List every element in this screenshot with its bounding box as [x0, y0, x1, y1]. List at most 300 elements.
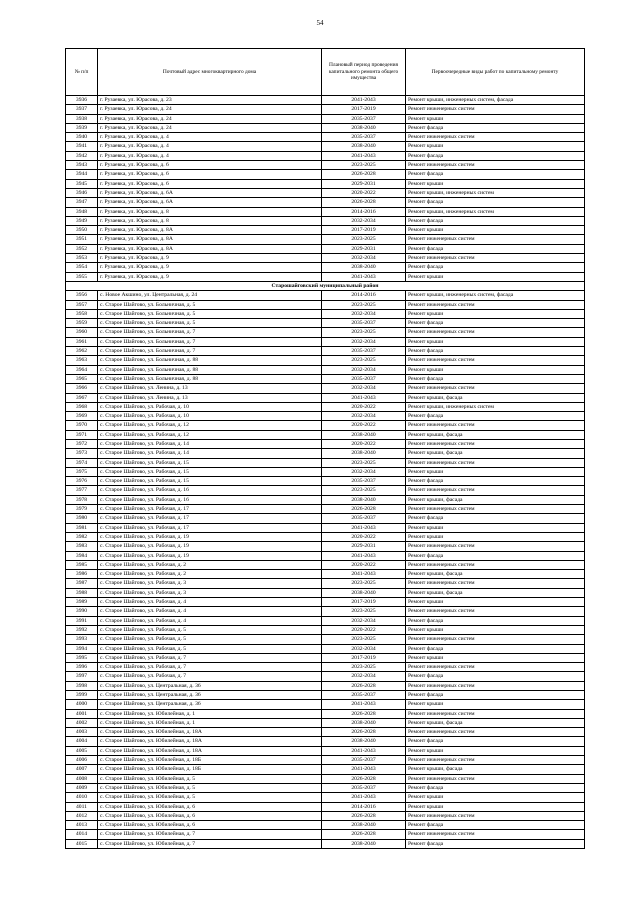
row-work-types: Ремонт инженерных систем: [406, 458, 585, 467]
row-number: 4004: [66, 737, 98, 746]
row-work-types: Ремонт фасада: [406, 514, 585, 523]
row-work-types: Ремонт инженерных систем: [406, 579, 585, 588]
row-number: 3946: [66, 188, 98, 197]
row-number: 3981: [66, 523, 98, 532]
row-number: 3964: [66, 365, 98, 374]
row-address: г. Рузаевка, ул. Юрасова, д. 9: [98, 254, 322, 263]
row-number: 4009: [66, 783, 98, 792]
row-number: 3944: [66, 170, 98, 179]
row-work-types: Ремонт крыши: [406, 523, 585, 532]
row-work-types: Ремонт инженерных систем: [406, 607, 585, 616]
row-number: 3941: [66, 142, 98, 151]
row-number: 4003: [66, 728, 98, 737]
row-work-types: Ремонт фасада: [406, 319, 585, 328]
row-work-types: Ремонт крыши: [406, 226, 585, 235]
row-address: с. Старое Шайгово, ул. Рабочая, д. 15: [98, 458, 322, 467]
table-row: [66, 114, 585, 123]
row-address: с. Старое Шайгово, ул. Рабочая, д. 12: [98, 421, 322, 430]
row-address: с. Старое Шайгово, ул. Юбилейная, д. 6: [98, 802, 322, 811]
row-address: г. Рузаевка, ул. Юрасова, д. 6А: [98, 188, 322, 197]
row-period: 2014-2016: [322, 802, 406, 811]
row-address: с. Старое Шайгово, ул. Рабочая, д. 5: [98, 635, 322, 644]
row-period: 2023-2025: [322, 663, 406, 672]
row-work-types: Ремонт инженерных систем: [406, 505, 585, 514]
row-address: г. Рузаевка, ул. Юрасова, д. 24: [98, 123, 322, 132]
row-number: 3991: [66, 616, 98, 625]
row-address: г. Рузаевка, ул. Юрасова, д. 6: [98, 161, 322, 170]
row-work-types: Ремонт фасада: [406, 198, 585, 207]
table-row: [66, 653, 585, 662]
row-work-types: Ремонт фасада: [406, 374, 585, 383]
capital-repair-table: [65, 48, 585, 849]
row-number: 3979: [66, 505, 98, 514]
row-address: г. Рузаевка, ул. Юрасова, д. 8А: [98, 226, 322, 235]
row-number: 4015: [66, 839, 98, 848]
row-address: г. Рузаевка, ул. Юрасова, д. 23: [98, 96, 322, 105]
row-work-types: Ремонт инженерных систем: [406, 235, 585, 244]
row-work-types: Ремонт крыши: [406, 179, 585, 188]
row-period: 2038-2040: [322, 430, 406, 439]
row-period: 2041-2043: [322, 151, 406, 160]
row-address: с. Старое Шайгово, ул. Юбилейная, д. 1: [98, 718, 322, 727]
row-period: 2026-2028: [322, 811, 406, 820]
row-number: 3992: [66, 625, 98, 634]
row-work-types: Ремонт крыши, инженерных систем: [406, 188, 585, 197]
row-number: 4012: [66, 811, 98, 820]
row-period: 2026-2028: [322, 709, 406, 718]
row-address: с. Старое Шайгово, ул. Рабочая, д. 19: [98, 551, 322, 560]
row-period: 2020-2022: [322, 188, 406, 197]
table-row: [66, 523, 585, 532]
table-row: [66, 700, 585, 709]
row-work-types: Ремонт фасада: [406, 216, 585, 225]
row-period: 2035-2037: [322, 114, 406, 123]
row-number: 3995: [66, 653, 98, 662]
row-address: с. Старое Шайгово, ул. Юбилейная, д. 6: [98, 821, 322, 830]
row-work-types: Ремонт фасада: [406, 412, 585, 421]
row-address: с. Старое Шайгово, ул. Рабочая, д. 2: [98, 570, 322, 579]
row-address: с. Новое Акшино, ул. Центральная, д. 24: [98, 291, 322, 300]
row-work-types: Ремонт инженерных систем: [406, 681, 585, 690]
row-work-types: Ремонт крыши: [406, 142, 585, 151]
row-period: 2038-2040: [322, 839, 406, 848]
row-number: 3940: [66, 133, 98, 142]
row-address: с. Старое Шайгово, ул. Рабочая, д. 5: [98, 625, 322, 634]
row-period: 2038-2040: [322, 142, 406, 151]
row-address: с. Старое Шайгово, ул. Рабочая, д. 19: [98, 542, 322, 551]
table-row: [66, 412, 585, 421]
row-work-types: Ремонт крыши: [406, 793, 585, 802]
row-period: 2023-2025: [322, 235, 406, 244]
row-period: 2038-2040: [322, 718, 406, 727]
row-number: 4014: [66, 830, 98, 839]
table-row: [66, 337, 585, 346]
row-period: 2023-2025: [322, 328, 406, 337]
row-period: 2035-2037: [322, 691, 406, 700]
row-number: 4002: [66, 718, 98, 727]
table-row: [66, 830, 585, 839]
row-address: г. Рузаевка, ул. Юрасова, д. 8А: [98, 235, 322, 244]
row-period: 2035-2037: [322, 514, 406, 523]
row-work-types: Ремонт фасада: [406, 477, 585, 486]
row-work-types: Ремонт крыши, инженерных систем: [406, 402, 585, 411]
table-row: [66, 309, 585, 318]
table-row: [66, 198, 585, 207]
row-work-types: Ремонт инженерных систем: [406, 756, 585, 765]
row-number: 3973: [66, 449, 98, 458]
table-row: [66, 151, 585, 160]
row-period: 2029-2031: [322, 244, 406, 253]
table-body: [66, 96, 585, 849]
table-row: [66, 746, 585, 755]
row-number: 3967: [66, 393, 98, 402]
row-work-types: Ремонт крыши, инженерных систем, фасада: [406, 291, 585, 300]
row-number: 3953: [66, 254, 98, 263]
row-period: 2014-2016: [322, 291, 406, 300]
row-number: 3996: [66, 663, 98, 672]
table-row: [66, 691, 585, 700]
row-address: с. Старое Шайгово, ул. Рабочая, д. 17: [98, 505, 322, 514]
row-period: 2038-2040: [322, 737, 406, 746]
row-address: с. Старое Шайгово, ул. Рабочая, д. 16: [98, 486, 322, 495]
row-work-types: Ремонт фасада: [406, 644, 585, 653]
row-work-types: Ремонт крыши: [406, 625, 585, 634]
row-number: 3998: [66, 681, 98, 690]
row-work-types: Ремонт инженерных систем: [406, 439, 585, 448]
table-row: [66, 263, 585, 272]
row-work-types: Ремонт фасада: [406, 821, 585, 830]
table-row: [66, 765, 585, 774]
row-period: 2041-2043: [322, 96, 406, 105]
row-work-types: Ремонт инженерных систем: [406, 560, 585, 569]
table-row: [66, 272, 585, 281]
row-number: 3948: [66, 207, 98, 216]
table-row: [66, 477, 585, 486]
row-period: 2038-2040: [322, 495, 406, 504]
table-row: [66, 188, 585, 197]
row-work-types: Ремонт инженерных систем: [406, 774, 585, 783]
row-period: 2035-2037: [322, 756, 406, 765]
table-row: [66, 607, 585, 616]
table-row: [66, 216, 585, 225]
table-row: [66, 170, 585, 179]
table-row: [66, 207, 585, 216]
table-row: [66, 718, 585, 727]
row-period: 2035-2037: [322, 374, 406, 383]
table-row: [66, 635, 585, 644]
row-period: 2017-2019: [322, 653, 406, 662]
row-work-types: Ремонт инженерных систем: [406, 486, 585, 495]
row-work-types: Ремонт фасада: [406, 839, 585, 848]
table-row: [66, 179, 585, 188]
row-address: с. Старое Шайгово, ул. Центральная, д. 36: [98, 700, 322, 709]
row-address: с. Старое Шайгово, ул. Больничная, д. 5: [98, 319, 322, 328]
row-period: 2035-2037: [322, 133, 406, 142]
row-work-types: Ремонт фасада: [406, 347, 585, 356]
row-number: 3985: [66, 560, 98, 569]
row-work-types: Ремонт фасада: [406, 170, 585, 179]
table-row: [66, 356, 585, 365]
row-work-types: Ремонт инженерных систем: [406, 421, 585, 430]
row-work-types: Ремонт крыши: [406, 802, 585, 811]
table-row: [66, 393, 585, 402]
row-address: с. Старое Шайгово, ул. Больничная, д. 5: [98, 309, 322, 318]
row-number: 3936: [66, 96, 98, 105]
row-number: 3952: [66, 244, 98, 253]
table-row: [66, 672, 585, 681]
row-work-types: Ремонт крыши: [406, 532, 585, 541]
table-row: [66, 625, 585, 634]
row-period: 2041-2043: [322, 765, 406, 774]
row-address: г. Рузаевка, ул. Юрасова, д. 9: [98, 263, 322, 272]
row-number: 3978: [66, 495, 98, 504]
table-row: [66, 402, 585, 411]
row-period: 2041-2043: [322, 746, 406, 755]
row-address: с. Старое Шайгово, ул. Ленина, д. 13: [98, 384, 322, 393]
row-address: с. Старое Шайгово, ул. Больничная, д. 7: [98, 337, 322, 346]
row-period: 2023-2025: [322, 579, 406, 588]
row-number: 3990: [66, 607, 98, 616]
table-row: [66, 458, 585, 467]
table-row: [66, 756, 585, 765]
row-period: 2041-2043: [322, 700, 406, 709]
row-period: 2026-2028: [322, 681, 406, 690]
row-address: с. Старое Шайгово, ул. Рабочая, д. 17: [98, 514, 322, 523]
table-row: [66, 486, 585, 495]
row-period: 2020-2022: [322, 532, 406, 541]
header-work: Первоочередные виды работ по капитальному ремонту: [406, 49, 585, 96]
row-number: 3947: [66, 198, 98, 207]
row-work-types: Ремонт крыши, фасада: [406, 570, 585, 579]
row-address: с. Старое Шайгово, ул. Рабочая, д. 14: [98, 449, 322, 458]
row-period: 2023-2025: [322, 486, 406, 495]
row-period: 2038-2040: [322, 449, 406, 458]
row-address: с. Старое Шайгово, ул. Юбилейная, д. 7: [98, 839, 322, 848]
row-address: с. Старое Шайгово, ул. Рабочая, д. 15: [98, 477, 322, 486]
row-work-types: Ремонт фасада: [406, 783, 585, 792]
row-period: 2026-2028: [322, 830, 406, 839]
row-number: 4005: [66, 746, 98, 755]
table-row: [66, 365, 585, 374]
table-row: [66, 300, 585, 309]
row-period: 2032-2034: [322, 412, 406, 421]
table-row: [66, 783, 585, 792]
table-row: [66, 291, 585, 300]
row-number: 3963: [66, 356, 98, 365]
row-address: с. Старое Шайгово, ул. Рабочая, д. 15: [98, 467, 322, 476]
row-period: 2032-2034: [322, 467, 406, 476]
row-number: 3974: [66, 458, 98, 467]
row-period: 2020-2022: [322, 421, 406, 430]
table-row: [66, 644, 585, 653]
row-number: 3957: [66, 300, 98, 309]
row-number: 3960: [66, 328, 98, 337]
row-number: 3966: [66, 384, 98, 393]
row-address: с. Старое Шайгово, ул. Рабочая, д. 4: [98, 616, 322, 625]
row-number: 3949: [66, 216, 98, 225]
row-work-types: Ремонт фасада: [406, 672, 585, 681]
row-number: 3951: [66, 235, 98, 244]
row-period: 2029-2031: [322, 542, 406, 551]
row-period: 2026-2028: [322, 505, 406, 514]
row-work-types: Ремонт крыши: [406, 598, 585, 607]
row-address: с. Старое Шайгово, ул. Центральная, д. 36: [98, 681, 322, 690]
row-period: 2026-2028: [322, 170, 406, 179]
row-number: 3959: [66, 319, 98, 328]
row-number: 3956: [66, 291, 98, 300]
row-address: г. Рузаевка, ул. Юрасова, д. 24: [98, 114, 322, 123]
row-period: 2035-2037: [322, 783, 406, 792]
row-work-types: Ремонт крыши, инженерных систем: [406, 207, 585, 216]
row-address: с. Старое Шайгово, ул. Рабочая, д. 10: [98, 402, 322, 411]
row-address: с. Старое Шайгово, ул. Рабочая, д. 12: [98, 430, 322, 439]
row-address: с. Старое Шайгово, ул. Рабочая, д. 4: [98, 598, 322, 607]
row-work-types: Ремонт фасада: [406, 691, 585, 700]
row-number: 4010: [66, 793, 98, 802]
row-address: с. Старое Шайгово, ул. Юбилейная, д. 1: [98, 709, 322, 718]
row-address: г. Рузаевка, ул. Юрасова, д. 4: [98, 151, 322, 160]
row-address: с. Старое Шайгово, ул. Больничная, д. 7: [98, 347, 322, 356]
row-address: с. Старое Шайгово, ул. Юбилейная, д. 18Б: [98, 756, 322, 765]
header-period: Плановый период проведения капитального ремонта общего имущества: [322, 49, 406, 96]
table-row: [66, 811, 585, 820]
row-period: 2017-2019: [322, 598, 406, 607]
row-number: 3987: [66, 579, 98, 588]
table-row: [66, 616, 585, 625]
row-number: 3972: [66, 439, 98, 448]
table-row: [66, 226, 585, 235]
row-address: с. Старое Шайгово, ул. Рабочая, д. 7: [98, 653, 322, 662]
row-work-types: Ремонт крыши, фасада: [406, 430, 585, 439]
row-number: 3939: [66, 123, 98, 132]
table-row: [66, 347, 585, 356]
table-row: [66, 235, 585, 244]
row-work-types: Ремонт крыши, фасада: [406, 449, 585, 458]
row-period: 2026-2028: [322, 728, 406, 737]
table-row: [66, 384, 585, 393]
row-address: г. Рузаевка, ул. Юрасова, д. 4: [98, 142, 322, 151]
row-address: с. Старое Шайгово, ул. Рабочая, д. 14: [98, 439, 322, 448]
row-period: 2023-2025: [322, 356, 406, 365]
table-row: [66, 793, 585, 802]
row-work-types: Ремонт фасада: [406, 263, 585, 272]
row-address: с. Старое Шайгово, ул. Рабочая, д. 19: [98, 532, 322, 541]
table-row: [66, 142, 585, 151]
table-row: [66, 449, 585, 458]
row-address: с. Старое Шайгово, ул. Юбилейная, д. 18А: [98, 746, 322, 755]
row-address: с. Старое Шайгово, ул. Юбилейная, д. 7: [98, 830, 322, 839]
row-work-types: Ремонт крыши, фасада: [406, 718, 585, 727]
table-row: [66, 560, 585, 569]
row-work-types: Ремонт крыши: [406, 700, 585, 709]
row-address: с. Старое Шайгово, ул. Рабочая, д. 16: [98, 495, 322, 504]
row-period: 2041-2043: [322, 523, 406, 532]
row-period: 2038-2040: [322, 263, 406, 272]
row-number: 4006: [66, 756, 98, 765]
table-row: [66, 514, 585, 523]
table-row: [66, 774, 585, 783]
row-address: с. Старое Шайгово, ул. Рабочая, д. 10: [98, 412, 322, 421]
table-row: [66, 542, 585, 551]
table-row: [66, 839, 585, 848]
row-period: 2023-2025: [322, 161, 406, 170]
table-row: [66, 598, 585, 607]
row-number: 4011: [66, 802, 98, 811]
row-work-types: Ремонт инженерных систем: [406, 384, 585, 393]
row-period: 2032-2034: [322, 216, 406, 225]
row-work-types: Ремонт крыши: [406, 467, 585, 476]
row-period: 2026-2028: [322, 198, 406, 207]
row-period: 2026-2028: [322, 774, 406, 783]
row-work-types: Ремонт инженерных систем: [406, 830, 585, 839]
table-row: [66, 254, 585, 263]
table-row: [66, 505, 585, 514]
row-period: 2035-2037: [322, 477, 406, 486]
row-work-types: Ремонт инженерных систем: [406, 254, 585, 263]
row-work-types: Ремонт инженерных систем: [406, 300, 585, 309]
row-number: 3958: [66, 309, 98, 318]
row-period: 2035-2037: [322, 319, 406, 328]
row-period: 2032-2034: [322, 672, 406, 681]
table-row: [66, 709, 585, 718]
row-number: 4008: [66, 774, 98, 783]
row-address: с. Старое Шайгово, ул. Юбилейная, д. 18А: [98, 728, 322, 737]
row-address: г. Рузаевка, ул. Юрасова, д. 6: [98, 179, 322, 188]
row-work-types: Ремонт фасада: [406, 737, 585, 746]
table-row: [66, 495, 585, 504]
table-row: [66, 681, 585, 690]
section-row: [66, 281, 585, 290]
table-row: [66, 244, 585, 253]
row-work-types: Ремонт инженерных систем: [406, 105, 585, 114]
table-row: [66, 439, 585, 448]
row-period: 2032-2034: [322, 365, 406, 374]
header-address: Почтовый адрес многоквартирного дома: [98, 49, 322, 96]
row-period: 2032-2034: [322, 309, 406, 318]
row-number: 3965: [66, 374, 98, 383]
row-number: 3986: [66, 570, 98, 579]
row-address: с. Старое Шайгово, ул. Рабочая, д. 3: [98, 588, 322, 597]
table-row: [66, 96, 585, 105]
row-address: г. Рузаевка, ул. Юрасова, д. 24: [98, 105, 322, 114]
row-work-types: Ремонт крыши: [406, 653, 585, 662]
row-address: с. Старое Шайгово, ул. Юбилейная, д. 6: [98, 811, 322, 820]
header-num: № п/п: [66, 49, 98, 96]
row-number: 3988: [66, 588, 98, 597]
row-period: 2038-2040: [322, 588, 406, 597]
table-row: [66, 551, 585, 560]
row-number: 3968: [66, 402, 98, 411]
row-work-types: Ремонт фасада: [406, 151, 585, 160]
row-work-types: Ремонт фасада: [406, 551, 585, 560]
row-address: с. Старое Шайгово, ул. Больничная, д. 88: [98, 365, 322, 374]
row-address: с. Старое Шайгово, ул. Юбилейная, д. 5: [98, 783, 322, 792]
row-address: с. Старое Шайгово, ул. Рабочая, д. 7: [98, 672, 322, 681]
row-address: с. Старое Шайгово, ул. Рабочая, д. 2: [98, 560, 322, 569]
row-period: 2038-2040: [322, 821, 406, 830]
row-number: 3954: [66, 263, 98, 272]
row-number: 3942: [66, 151, 98, 160]
row-period: 2032-2034: [322, 384, 406, 393]
row-number: 3961: [66, 337, 98, 346]
row-address: г. Рузаевка, ул. Юрасова, д. 8А: [98, 244, 322, 253]
row-work-types: Ремонт крыши, фасада: [406, 393, 585, 402]
row-period: 2023-2025: [322, 607, 406, 616]
row-work-types: Ремонт инженерных систем: [406, 328, 585, 337]
row-work-types: Ремонт инженерных систем: [406, 709, 585, 718]
row-number: 3971: [66, 430, 98, 439]
row-period: 2029-2031: [322, 179, 406, 188]
